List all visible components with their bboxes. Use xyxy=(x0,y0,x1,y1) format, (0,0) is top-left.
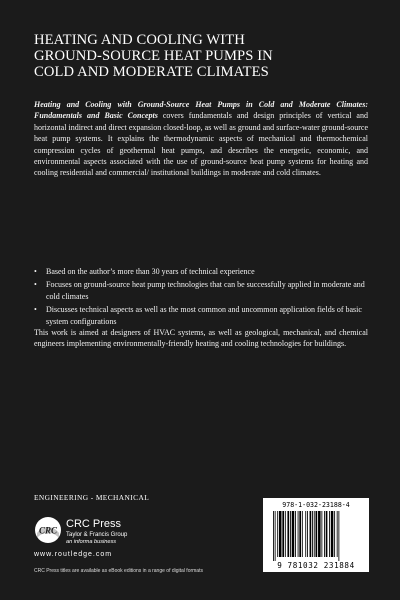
barcode-bar xyxy=(277,511,278,557)
barcode-box xyxy=(263,498,369,572)
barcode-icon xyxy=(271,511,361,561)
barcode-bar xyxy=(307,511,308,557)
barcode-bar xyxy=(279,511,282,557)
barcode-bar xyxy=(295,511,296,557)
barcode-bar xyxy=(338,511,339,561)
barcode-bar xyxy=(321,511,322,557)
feature-text: Discusses technical aspects as well as the most common and uncommon application fields of basic system configurations xyxy=(46,305,362,326)
barcode-bar xyxy=(292,511,295,557)
barcode-bar xyxy=(305,511,306,557)
feature-list xyxy=(34,266,368,329)
bullet-icon: • xyxy=(34,305,37,315)
book-title: HEATING AND COOLING WITH GROUND-SOURCE HEAT PUMPS IN COLD AND MODERATE CLIMATES xyxy=(34,32,273,80)
barcode-bar xyxy=(299,511,301,557)
barcode-bar xyxy=(324,511,325,557)
barcode-bar xyxy=(298,511,299,557)
bullet-icon: • xyxy=(34,280,37,290)
barcode-bar xyxy=(312,511,313,557)
barcode-bar xyxy=(282,511,284,557)
barcode-bar xyxy=(331,511,334,557)
ebook-note: CRC Press titles are available as eBook editions in a range of digital formats xyxy=(34,568,203,574)
barcode-bar xyxy=(302,511,303,557)
feature-text: Focuses on ground-source heat pump technologies that can be successfully applied in moderate and cold climates xyxy=(46,280,365,301)
isbn-label: 978-1-032-23188-4 xyxy=(282,501,350,509)
barcode-bar xyxy=(290,511,291,557)
barcode-bar xyxy=(275,511,276,561)
audience-statement: This work is aimed at designers of HVAC systems, as well as geological, mechanical, and chemical engineers implementing environmentally-friendly heating and cooling technologies for buildings. xyxy=(34,328,368,349)
publisher-group: Taylor & Francis Group xyxy=(66,532,128,538)
feature-text: Based on the author’s more than 30 years of technical experience xyxy=(46,267,255,276)
barcode-bar xyxy=(334,511,335,557)
barcode-bar xyxy=(318,511,321,557)
barcode-bar xyxy=(287,511,289,557)
barcode-bar xyxy=(314,511,315,557)
description-text: covers fundamentals and design principles of vertical and horizontal indirect and direct expansion closed-loop, as well as ground and surface-water ground-source heat pump systems. It explains the thermodynamic aspects of mechanical and thermochemical compression cycles of geothermal heat pumps, and describes the energetic, economic, and environmental aspects associated with the use of ground-source heat pump systems for heating and cooling residential and commercial/ institutional buildings in moderate and cold climates. xyxy=(34,111,368,178)
publisher-name: CRC Press xyxy=(66,518,122,530)
logo-lettering: CRC xyxy=(38,525,58,536)
feature-item xyxy=(34,304,368,327)
barcode-bar xyxy=(285,511,286,557)
subject-category: ENGINEERING - MECHANICAL xyxy=(34,493,150,502)
ean-digits: 9 781032 231884 xyxy=(277,561,355,570)
crc-press-logo-icon xyxy=(34,516,62,544)
bullet-icon: • xyxy=(34,267,37,276)
barcode-bar xyxy=(273,511,274,561)
barcode-bar xyxy=(337,511,338,557)
publisher-website: www.routledge.com xyxy=(34,551,113,558)
feature-item xyxy=(34,266,368,277)
publisher-tagline: an informa business xyxy=(66,539,117,545)
barcode-bar xyxy=(326,511,328,557)
barcode-bar xyxy=(310,511,312,557)
book-description xyxy=(34,99,368,179)
description-book-title: Heating and Cooling with Ground-Source Heat Pumps in Cold and Moderate Climates: Fundamentals and Basic Concepts xyxy=(34,100,368,121)
barcode-bar xyxy=(329,511,330,557)
feature-item xyxy=(34,279,368,302)
barcode-bar xyxy=(316,511,318,557)
